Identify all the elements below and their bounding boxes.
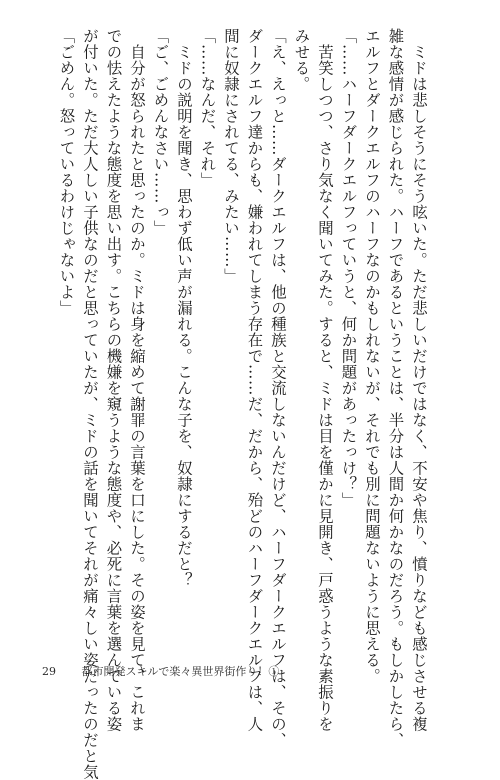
text-line: ミドの説明を聞き、思わず低い声が漏れる。こんな子を、奴隷にするだと？ bbox=[175, 28, 193, 588]
text-line: 「……なんだ、それ」 bbox=[198, 28, 217, 188]
text-line: ミドは悲しそうにそう呟いた。ただ悲しいだけではなく、不安や焦り、憤りなども感じさせる複 bbox=[410, 28, 428, 732]
text-line: 雑な感情が感じられた。ハーフであるということは、半分は人間か何かなのだろう。もしかしたら、 bbox=[386, 28, 405, 748]
text-line: 「ごめん。怒っているわけじゃないよ」 bbox=[57, 28, 76, 316]
text-line: 苦笑しつつ、さり気なく聞いてみた。すると、ミドは目を僅かに見開き、戸惑うような素振りを bbox=[316, 28, 334, 732]
text-line: 「……ハーフダークエルフっていうと、何か問題があったっけ？」 bbox=[339, 28, 358, 508]
text-line: での怯えたような態度を思い出す。こちらの機嫌を窺うような態度や、必死に言葉を選んでいる姿 bbox=[104, 28, 123, 732]
text-line: 自分が怒られたと思ったのか。ミドは身を縮めて謝罪の言葉を口にした。その姿を見て、これま bbox=[128, 28, 146, 732]
book-title: 都市開発スキルで楽々異世界街作り！① bbox=[81, 665, 280, 678]
text-line: エルフとダークエルフのハーフなのかもしれないが、それでも別に問題ないように思える。 bbox=[363, 28, 381, 684]
page-number: 29 bbox=[42, 665, 56, 678]
text-line: が付いた。ただ大人しい子供なのだと思っていたが、ミドの話を聞いてそれが痛々しい姿だったのだと気 bbox=[81, 28, 99, 780]
text-line: 間に奴隷にされてる、みたい……」 bbox=[222, 28, 240, 284]
page-footer bbox=[42, 662, 279, 682]
text-line: ダークエルフ達からも、嫌われてしまう存在で……だ、だから、殆どのハーフダークエルフは、人 bbox=[245, 28, 264, 732]
text-line: 「え、えっと……ダークエルフは、他の種族と交流しないんだけど、ハーフダークエルフは、その、 bbox=[269, 28, 287, 748]
text-line: 「ご、ごめんなさい……っ」 bbox=[151, 28, 170, 236]
text-line: みせる。 bbox=[292, 28, 311, 92]
